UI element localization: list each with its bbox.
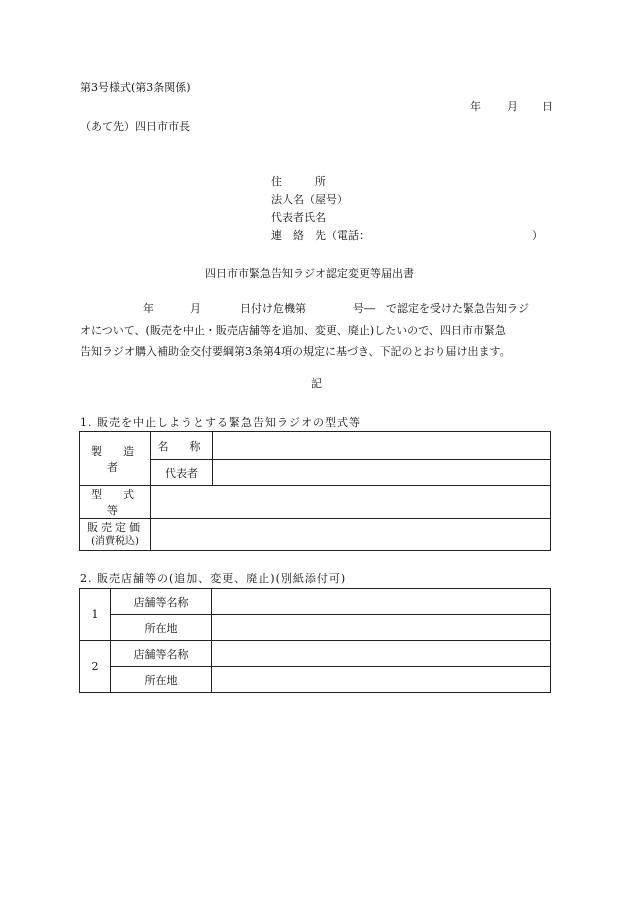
maker-rep-field[interactable] <box>213 460 551 486</box>
section2-heading: 2. 販売店舗等の(追加、変更、廃止)(別紙添付可) <box>80 572 347 585</box>
store-name-field[interactable] <box>212 589 551 615</box>
contact-close: ） <box>532 229 543 242</box>
date-day: 日 <box>542 100 553 113</box>
maker-rep-label: 代表者 <box>151 460 213 486</box>
store-name-label: 店舗等名称 <box>111 589 212 615</box>
body-line2: オについて、(販売を中止・販売店舗等を追加、変更、廃止)したいので、四日市市緊急 <box>80 324 506 337</box>
document-title: 四日市市緊急告知ラジオ認定変更等届出書 <box>205 267 414 280</box>
ki-label: 記 <box>311 377 322 390</box>
form-number: 第3号様式(第3条関係) <box>80 81 191 94</box>
store-name-label: 店舗等名称 <box>111 641 212 667</box>
body-line3: 告知ラジオ購入補助金交付要綱第3条第4項の規定に基づき、下記のとおり届け出ます。 <box>80 345 511 358</box>
body-mid: 日付け危機第 <box>240 302 306 315</box>
store-location-label: 所在地 <box>111 615 212 641</box>
price-label <box>80 519 151 551</box>
maker-name-label: 名 称 <box>151 432 213 460</box>
representative-label: 代表者氏名 <box>271 211 326 224</box>
section1-table <box>79 431 551 551</box>
date-month: 月 <box>507 100 518 113</box>
store-row-number: 1 <box>80 589 111 641</box>
store-location-field[interactable] <box>212 615 551 641</box>
section2-table <box>79 588 551 693</box>
maker-name-field[interactable] <box>213 432 551 460</box>
body-year: 年 <box>143 302 154 315</box>
corp-name-label: 法人名（屋号） <box>271 193 348 206</box>
addressee: （あて先）四日市市長 <box>80 120 190 133</box>
price-field[interactable] <box>151 519 551 551</box>
store-location-field[interactable] <box>212 667 551 693</box>
date-year: 年 <box>470 100 481 113</box>
contact-label: 連 絡 先（電話： <box>271 229 370 242</box>
body-month: 月 <box>190 302 201 315</box>
store-row-number: 2 <box>80 641 111 693</box>
body-number: 号― で認定を受けた緊急告知ラジ <box>353 302 529 315</box>
model-label: 型 式 等 <box>80 486 151 519</box>
store-name-field[interactable] <box>212 641 551 667</box>
price-label-line1: 販売定価 <box>87 520 143 534</box>
store-location-label: 所在地 <box>111 667 212 693</box>
price-label-line2: (消費税込) <box>91 535 139 547</box>
maker-label: 製 造 者 <box>80 432 151 486</box>
address-label: 住 所 <box>271 175 326 188</box>
section1-heading: 1. 販売を中止しようとする緊急告知ラジオの型式等 <box>80 416 361 429</box>
model-field[interactable] <box>151 486 551 519</box>
